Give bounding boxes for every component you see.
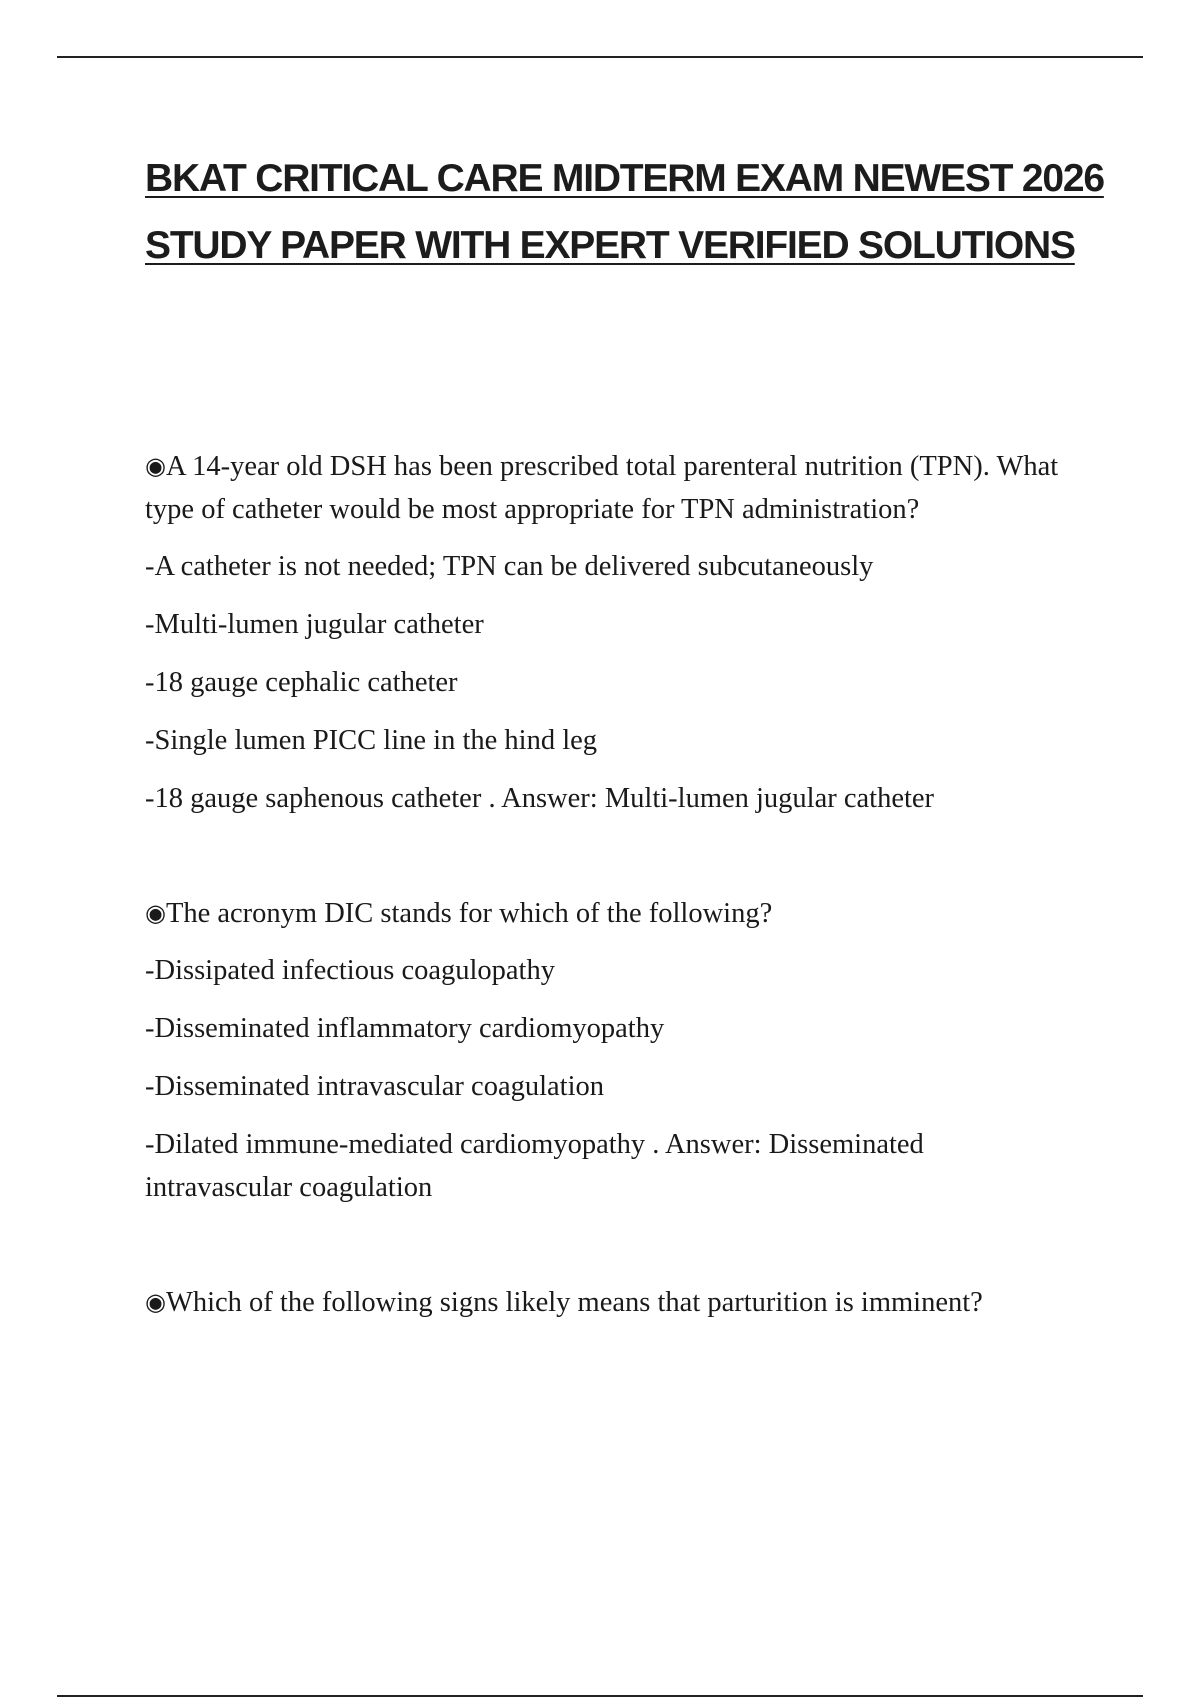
bottom-rule	[57, 1695, 1143, 1697]
question-text: ◉The acronym DIC stands for which of the following?	[145, 898, 773, 929]
document-title: BKAT CRITICAL CARE MIDTERM EXAM NEWEST 2026 STUDY PAPER WITH EXPERT VERIFIED SOLUTIONS	[145, 157, 1104, 267]
answer-option: -18 gauge cephalic catheter	[145, 667, 458, 698]
answer-option: -A catheter is not needed; TPN can be delivered subcutaneously	[145, 551, 874, 582]
answer-option: -Dilated immune-mediated cardiomyopathy . Answer: Disseminated intravascular coagulation	[145, 1129, 924, 1203]
answer-option: -18 gauge saphenous catheter . Answer: Multi-lumen jugular catheter	[145, 783, 935, 814]
question-block	[145, 1281, 1075, 1324]
radio-bullet-icon: ◉	[145, 452, 166, 480]
question-text: ◉A 14-year old DSH has been prescribed total parenteral nutrition (TPN). What type of catheter would be most appropriate for TPN administration?	[145, 451, 1059, 525]
document-body	[145, 445, 1075, 1396]
radio-bullet-icon: ◉	[145, 1288, 166, 1316]
question-block	[145, 445, 1075, 820]
radio-bullet-icon: ◉	[145, 899, 166, 927]
top-rule	[57, 56, 1143, 58]
answer-option: -Disseminated inflammatory cardiomyopathy	[145, 1013, 665, 1044]
answer-option: -Dissipated infectious coagulopathy	[145, 955, 555, 986]
answer-option: -Multi-lumen jugular catheter	[145, 609, 484, 640]
question-block	[145, 892, 1075, 1209]
answer-option: -Disseminated intravascular coagulation	[145, 1071, 605, 1102]
answer-option: -Single lumen PICC line in the hind leg	[145, 725, 598, 756]
question-text: ◉Which of the following signs likely means that parturition is imminent?	[145, 1287, 983, 1318]
